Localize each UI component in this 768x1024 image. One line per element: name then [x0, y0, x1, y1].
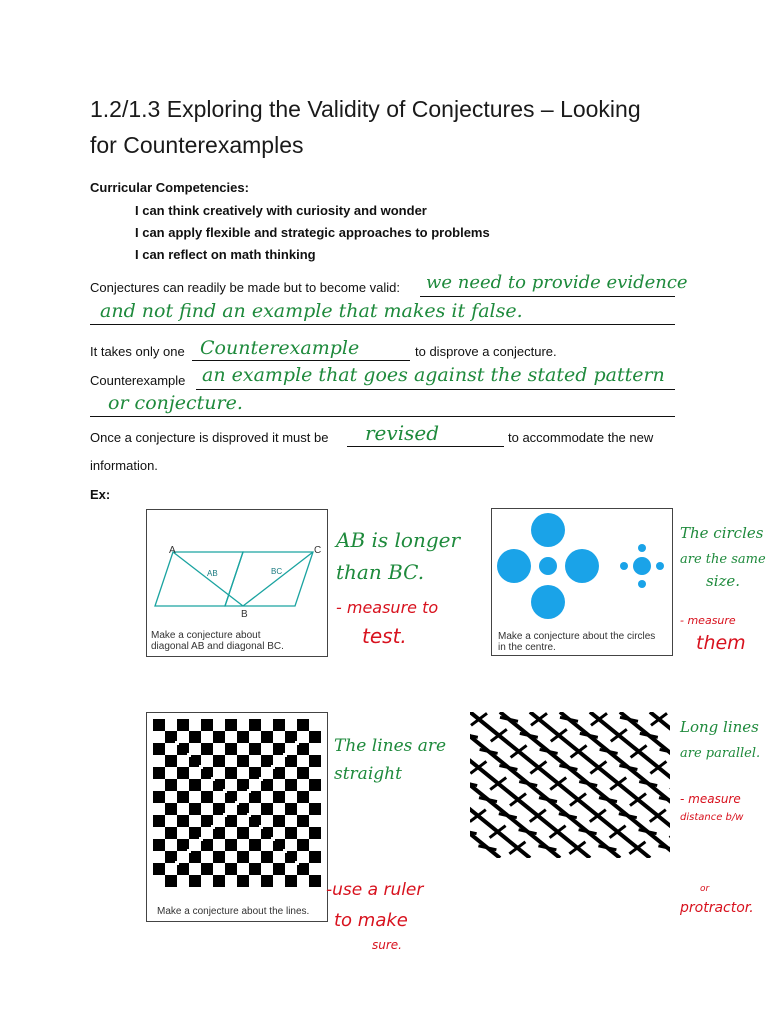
checker-square — [165, 827, 177, 839]
checker-square — [309, 755, 321, 767]
fig2-note-red-2: them — [696, 632, 746, 654]
checker-square — [309, 779, 321, 791]
checker-dot — [247, 789, 251, 793]
fig4-note-red-1: - measure — [680, 792, 741, 806]
q2-prefix: It takes only one — [90, 344, 185, 359]
checker-square — [153, 719, 165, 731]
zollner-diagram — [470, 712, 670, 858]
q1-answer-line2: and not find an example that makes it false. — [100, 300, 523, 322]
zollner-long-line — [470, 712, 560, 858]
checker-square — [165, 779, 177, 791]
fig2-note-green-1: The circles — [680, 524, 764, 542]
zollner-tick — [538, 846, 556, 850]
checker-dot — [175, 741, 179, 745]
fig1-note-red-1: - measure to — [336, 598, 439, 617]
checker-square — [273, 719, 285, 731]
zollner-tick — [579, 782, 597, 786]
checker-square — [153, 767, 165, 779]
label-b: B — [241, 609, 248, 620]
fig3-caption: Make a conjecture about the lines. — [157, 906, 310, 917]
checker-square — [225, 839, 237, 851]
q1-answer-line1: we need to provide evidence — [426, 272, 688, 293]
figure-circles — [491, 508, 673, 656]
page-title-line1: 1.2/1.3 Exploring the Validity of Conjectures – Looking — [90, 96, 641, 122]
checker-square — [213, 851, 225, 863]
checker-dot — [175, 861, 179, 865]
checker-square — [297, 839, 309, 851]
zollner-tick — [519, 830, 537, 834]
label-c: C — [314, 545, 322, 556]
fig2-caption-line2: in the centre. — [498, 642, 556, 653]
q1-blank-line1 — [420, 296, 675, 297]
checker-square — [309, 827, 321, 839]
figure-parallelogram — [146, 509, 328, 657]
checker-square — [285, 827, 297, 839]
checker-square — [153, 743, 165, 755]
checker-dot — [271, 765, 275, 769]
zollner-tick — [470, 733, 478, 737]
checker-square — [165, 755, 177, 767]
checker-dot — [187, 849, 191, 853]
zollner-tick — [620, 717, 638, 721]
fig2-caption-line1: Make a conjecture about the circles — [498, 631, 656, 642]
checker-square — [297, 815, 309, 827]
checker-dot — [283, 753, 287, 757]
zollner-tick — [519, 782, 537, 786]
zollner-tick — [478, 846, 496, 850]
checkerboard-diagram — [147, 713, 327, 921]
fig4-note-red-4: protractor. — [680, 900, 754, 916]
q4-line2: information. — [90, 458, 158, 473]
checker-dot — [223, 789, 227, 793]
q1-prompt: Conjectures can readily be made but to become valid: — [90, 280, 401, 295]
fig3-note-red-1: -use a ruler — [326, 880, 424, 900]
competencies-heading: Curricular Competencies: — [90, 180, 249, 195]
fig1-caption-line2: diagonal AB and diagonal BC. — [151, 641, 284, 652]
checker-square — [189, 779, 201, 791]
zollner-tick — [559, 765, 577, 769]
checker-dot — [271, 837, 275, 841]
zollner-tick — [480, 749, 498, 753]
checker-square — [249, 839, 261, 851]
fig3-note-red-2: to make — [334, 910, 408, 931]
checker-square — [261, 731, 273, 743]
checker-square — [273, 863, 285, 875]
fig4-note-red-2: distance b/w — [680, 812, 744, 823]
q4-blank — [347, 446, 504, 447]
zollner-tick — [560, 717, 578, 721]
checker-square — [237, 731, 249, 743]
checker-square — [201, 719, 213, 731]
zollner-tick — [520, 733, 538, 737]
fig4-note-green-2: are parallel. — [680, 746, 761, 761]
q3-answer-line1: an example that goes against the stated pattern — [202, 364, 665, 386]
q2-suffix: to disprove a conjecture. — [415, 344, 557, 359]
fig1-note-green-1: AB is longer — [336, 528, 461, 552]
zollner-long-line — [590, 712, 670, 858]
checker-square — [237, 827, 249, 839]
q3-blank-line1 — [196, 389, 675, 390]
zollner-tick — [500, 717, 518, 721]
checker-square — [189, 731, 201, 743]
zollner-tick — [499, 814, 517, 818]
zollner-tick — [579, 830, 597, 834]
checker-square — [225, 743, 237, 755]
checker-square — [249, 743, 261, 755]
zollner-tick — [599, 798, 617, 802]
figure-checkerboard — [146, 712, 328, 922]
checker-square — [225, 767, 237, 779]
q3-answer-line2: or conjecture. — [108, 392, 243, 414]
fig3-note-green-1: The lines are — [334, 736, 447, 756]
checker-square — [201, 791, 213, 803]
q3-prompt: Counterexample — [90, 373, 186, 388]
q2-answer: Counterexample — [200, 337, 360, 359]
checker-square — [297, 767, 309, 779]
zollner-tick — [559, 814, 577, 818]
competency-item: I can reflect on math thinking — [135, 247, 316, 262]
checker-square — [309, 851, 321, 863]
checker-square — [153, 791, 165, 803]
checker-square — [309, 731, 321, 743]
checker-dot — [199, 837, 203, 841]
fig4-note-red-3: or — [700, 884, 710, 894]
fig1-note-green-2: than BC. — [336, 560, 425, 584]
fig1-caption-line1: Make a conjecture about — [151, 630, 261, 641]
zollner-tick — [660, 749, 670, 753]
page-title-line2: for Counterexamples — [90, 132, 304, 158]
checker-square — [165, 875, 177, 887]
checker-square — [309, 875, 321, 887]
checker-square — [261, 875, 273, 887]
checker-square — [237, 851, 249, 863]
checker-dot — [247, 813, 251, 817]
checker-square — [237, 875, 249, 887]
q1-blank-line2 — [90, 324, 675, 325]
zollner-tick — [598, 846, 616, 850]
checker-square — [153, 863, 165, 875]
checker-square — [309, 803, 321, 815]
q2-blank — [192, 360, 410, 361]
q4-prefix: Once a conjecture is disproved it must be — [90, 430, 329, 445]
q3-blank-line2 — [90, 416, 675, 417]
fig4-note-green-1: Long lines — [680, 718, 759, 736]
fig2-note-green-3: size. — [706, 572, 741, 590]
checker-square — [261, 851, 273, 863]
checker-square — [225, 863, 237, 875]
checker-square — [285, 803, 297, 815]
zollner-tick — [539, 798, 557, 802]
checker-dot — [235, 801, 239, 805]
checker-square — [177, 791, 189, 803]
checker-square — [297, 791, 309, 803]
zollner-tick — [619, 765, 637, 769]
checker-dot — [259, 777, 263, 781]
checker-square — [237, 755, 249, 767]
zollner-tick — [639, 830, 657, 834]
checker-square — [249, 863, 261, 875]
zollner-tick — [619, 814, 637, 818]
zollner-tick — [470, 782, 477, 786]
zollner-tick — [470, 830, 477, 834]
checker-dot — [199, 765, 203, 769]
checker-dot — [211, 777, 215, 781]
label-a: A — [169, 545, 176, 556]
checker-square — [261, 803, 273, 815]
checker-square — [201, 743, 213, 755]
fig2-note-red-1: - measure — [680, 614, 736, 627]
figure-zollner — [470, 712, 670, 858]
checker-square — [177, 767, 189, 779]
checker-square — [201, 863, 213, 875]
checker-square — [273, 791, 285, 803]
checker-square — [165, 803, 177, 815]
zollner-tick — [580, 733, 598, 737]
zollner-tick — [600, 749, 618, 753]
checker-square — [225, 719, 237, 731]
checker-square — [213, 755, 225, 767]
checker-square — [177, 815, 189, 827]
checker-dot — [259, 825, 263, 829]
fig2-note-green-2: are the same — [680, 552, 766, 567]
zollner-tick — [540, 749, 558, 753]
q4-answer: revised — [365, 421, 439, 445]
examples-label: Ex: — [90, 487, 111, 502]
checker-dot — [223, 813, 227, 817]
checker-square — [297, 719, 309, 731]
zollner-tick — [659, 798, 670, 802]
checker-square — [153, 839, 165, 851]
checker-square — [177, 719, 189, 731]
q4-suffix: to accommodate the new — [508, 430, 654, 445]
checker-square — [285, 875, 297, 887]
checker-square — [213, 731, 225, 743]
zollner-tick — [639, 782, 657, 786]
checker-square — [285, 779, 297, 791]
checker-square — [189, 803, 201, 815]
checker-square — [153, 815, 165, 827]
competency-item: I can apply flexible and strategic approaches to problems — [135, 225, 490, 240]
label-bc: BC — [271, 567, 283, 576]
checker-square — [189, 875, 201, 887]
zollner-tick — [499, 765, 517, 769]
label-ab: AB — [207, 569, 218, 578]
checker-dot — [283, 849, 287, 853]
fig1-note-red-2: test. — [362, 624, 407, 648]
fig3-note-green-2: straight — [334, 764, 402, 784]
checker-square — [249, 719, 261, 731]
fig3-note-red-3: sure. — [372, 938, 402, 952]
checker-square — [273, 815, 285, 827]
checker-dot — [295, 741, 299, 745]
checker-dot — [211, 825, 215, 829]
checker-square — [213, 875, 225, 887]
checker-dot — [187, 753, 191, 757]
zollner-tick — [479, 798, 497, 802]
competency-item: I can think creatively with curiosity and wonder — [135, 203, 427, 218]
checker-dot — [295, 861, 299, 865]
zollner-tick — [640, 733, 658, 737]
